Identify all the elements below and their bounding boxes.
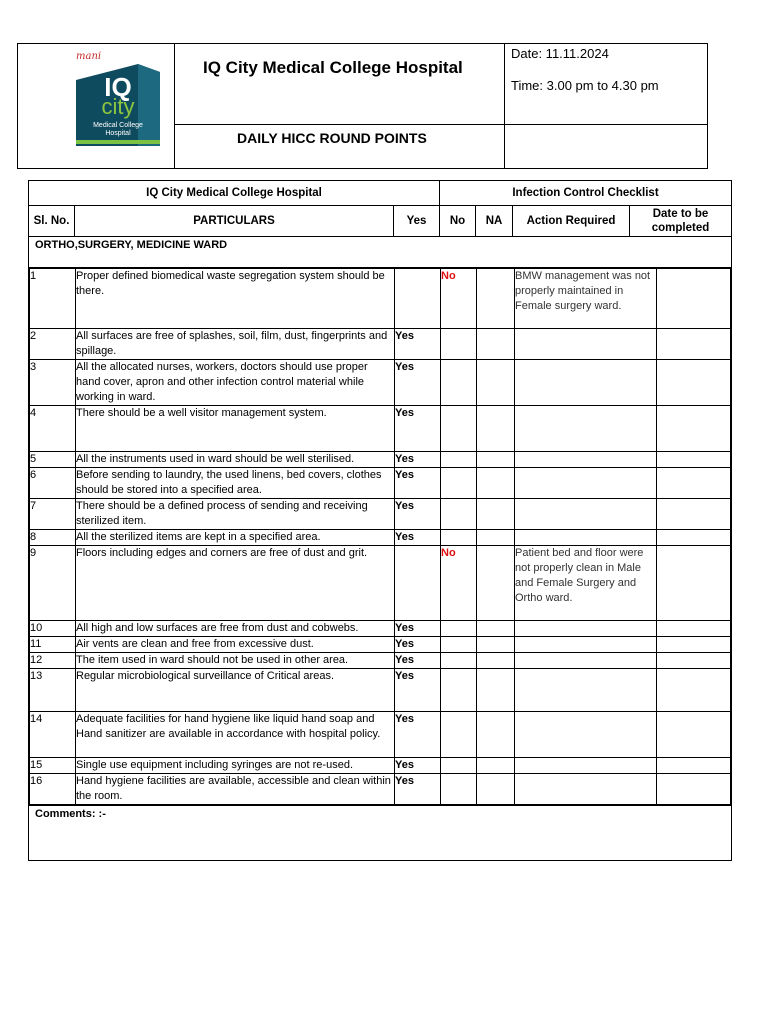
- row-particulars: Before sending to laundry, the used linens, bed covers, clothes should be stored into a specified area.: [76, 468, 395, 499]
- row-yes: Yes: [395, 669, 441, 712]
- row-action-required: [515, 774, 657, 805]
- row-number: 13: [30, 669, 76, 712]
- row-no: [441, 653, 477, 669]
- row-action-required: [515, 329, 657, 360]
- empty-header-cell: [505, 125, 708, 169]
- row-no: [441, 621, 477, 637]
- row-action-required: [515, 452, 657, 468]
- row-number: 1: [30, 269, 76, 329]
- row-action-required: [515, 621, 657, 637]
- row-date-completed: [657, 774, 731, 805]
- row-yes: Yes: [395, 468, 441, 499]
- row-particulars: Air vents are clean and free from excessive dust.: [76, 637, 395, 653]
- row-action-required: [515, 653, 657, 669]
- row-particulars: All the sterilized items are kept in a specified area.: [76, 530, 395, 546]
- row-action-required: [515, 637, 657, 653]
- row-action-required: Patient bed and floor were not properly clean in Male and Female Surgery and Ortho ward.: [515, 546, 657, 621]
- round-date: Date: 11.11.2024: [511, 46, 609, 61]
- column-header-yes: Yes: [394, 206, 440, 237]
- row-yes: Yes: [395, 329, 441, 360]
- row-no: [441, 452, 477, 468]
- logo-cell: [18, 44, 175, 169]
- row-na: [477, 712, 515, 758]
- table-row: [30, 452, 731, 468]
- round-time: Time: 3.00 pm to 4.30 pm: [511, 78, 659, 93]
- round-title: DAILY HICC ROUND POINTS: [175, 125, 505, 169]
- row-yes: Yes: [395, 774, 441, 805]
- row-yes: [395, 546, 441, 621]
- row-number: 10: [30, 621, 76, 637]
- row-date-completed: [657, 329, 731, 360]
- logo-subtitle-2: Hospital: [105, 130, 131, 137]
- table-row: [30, 774, 731, 805]
- table-row: [30, 530, 731, 546]
- row-number: 5: [30, 452, 76, 468]
- column-header-action: Action Required: [513, 206, 630, 237]
- row-date-completed: [657, 669, 731, 712]
- column-header-no: No: [440, 206, 476, 237]
- row-date-completed: [657, 468, 731, 499]
- row-particulars: Single use equipment including syringes are not re-used.: [76, 758, 395, 774]
- logo-subtitle-1: Medical College: [93, 122, 143, 129]
- row-no: [441, 637, 477, 653]
- row-number: 4: [30, 406, 76, 452]
- row-action-required: [515, 406, 657, 452]
- row-yes: Yes: [395, 406, 441, 452]
- table-header-hospital: IQ City Medical College Hospital: [29, 181, 440, 206]
- table-row: [30, 621, 731, 637]
- table-row: [30, 546, 731, 621]
- row-yes: Yes: [395, 530, 441, 546]
- row-particulars: Proper defined biomedical waste segregation system should be there.: [76, 269, 395, 329]
- row-date-completed: [657, 758, 731, 774]
- row-yes: Yes: [395, 499, 441, 530]
- table-row: [30, 637, 731, 653]
- table-row: [30, 269, 731, 329]
- row-date-completed: [657, 530, 731, 546]
- row-na: [477, 452, 515, 468]
- column-header-date: Date to be completed: [630, 206, 732, 237]
- column-header-sl-no: Sl. No.: [29, 206, 75, 237]
- row-na: [477, 269, 515, 329]
- date-time-cell: [505, 44, 708, 125]
- row-number: 15: [30, 758, 76, 774]
- row-number: 2: [30, 329, 76, 360]
- row-particulars: There should be a well visitor management system.: [76, 406, 395, 452]
- row-particulars: All high and low surfaces are free from dust and cobwebs.: [76, 621, 395, 637]
- row-date-completed: [657, 406, 731, 452]
- row-yes: Yes: [395, 653, 441, 669]
- row-na: [477, 499, 515, 530]
- row-na: [477, 329, 515, 360]
- table-row: [30, 499, 731, 530]
- row-number: 16: [30, 774, 76, 805]
- checklist-rows: [29, 268, 731, 805]
- row-particulars: All the allocated nurses, workers, doctors should use proper hand cover, apron and other infection control material while working in ward.: [76, 360, 395, 406]
- row-no: [441, 669, 477, 712]
- table-row: [30, 360, 731, 406]
- table-header-checklist: Infection Control Checklist: [440, 181, 732, 206]
- row-particulars: There should be a defined process of sending and receiving sterilized item.: [76, 499, 395, 530]
- row-action-required: [515, 669, 657, 712]
- table-row: [30, 669, 731, 712]
- row-action-required: [515, 468, 657, 499]
- hospital-title: IQ City Medical College Hospital: [175, 44, 505, 125]
- row-date-completed: [657, 360, 731, 406]
- row-na: [477, 546, 515, 621]
- row-na: [477, 406, 515, 452]
- row-particulars: Regular microbiological surveillance of Critical areas.: [76, 669, 395, 712]
- logo-brand: mani: [76, 51, 102, 62]
- row-no: [441, 329, 477, 360]
- row-number: 6: [30, 468, 76, 499]
- row-number: 14: [30, 712, 76, 758]
- row-yes: Yes: [395, 621, 441, 637]
- infection-control-checklist: [28, 180, 732, 861]
- row-date-completed: [657, 637, 731, 653]
- row-number: 12: [30, 653, 76, 669]
- row-number: 8: [30, 530, 76, 546]
- row-na: [477, 360, 515, 406]
- row-date-completed: [657, 653, 731, 669]
- row-na: [477, 530, 515, 546]
- row-action-required: [515, 360, 657, 406]
- comments-label: Comments: :-: [29, 806, 732, 861]
- row-na: [477, 758, 515, 774]
- row-yes: Yes: [395, 758, 441, 774]
- checklist-body: [29, 268, 732, 806]
- row-no: No: [441, 269, 477, 329]
- column-header-particulars: PARTICULARS: [75, 206, 394, 237]
- row-no: [441, 758, 477, 774]
- row-no: [441, 468, 477, 499]
- row-date-completed: [657, 452, 731, 468]
- document-header: [17, 43, 708, 169]
- row-particulars: All the instruments used in ward should be well sterilised.: [76, 452, 395, 468]
- row-number: 11: [30, 637, 76, 653]
- row-action-required: [515, 712, 657, 758]
- row-no: [441, 712, 477, 758]
- logo-word: city: [101, 94, 135, 119]
- row-yes: [395, 269, 441, 329]
- row-particulars: Adequate facilities for hand hygiene like liquid hand soap and Hand sanitizer are available in accordance with hospital policy.: [76, 712, 395, 758]
- section-title: ORTHO,SURGERY, MEDICINE WARD: [29, 237, 732, 268]
- row-particulars: All surfaces are free of splashes, soil, film, dust, fingerprints and spillage.: [76, 329, 395, 360]
- row-date-completed: [657, 499, 731, 530]
- row-particulars: Floors including edges and corners are free of dust and grit.: [76, 546, 395, 621]
- row-action-required: BMW management was not properly maintained in Female surgery ward.: [515, 269, 657, 329]
- row-number: 3: [30, 360, 76, 406]
- table-row: [30, 653, 731, 669]
- table-row: [30, 468, 731, 499]
- row-particulars: Hand hygiene facilities are available, accessible and clean within the room.: [76, 774, 395, 805]
- row-na: [477, 637, 515, 653]
- row-no: [441, 499, 477, 530]
- table-row: [30, 758, 731, 774]
- row-na: [477, 669, 515, 712]
- row-na: [477, 468, 515, 499]
- hospital-logo: [76, 52, 160, 146]
- logo-initials: IQ: [104, 72, 132, 102]
- row-no: [441, 774, 477, 805]
- row-number: 9: [30, 546, 76, 621]
- row-action-required: [515, 758, 657, 774]
- row-yes: Yes: [395, 360, 441, 406]
- row-number: 7: [30, 499, 76, 530]
- table-row: [30, 712, 731, 758]
- table-row: [30, 406, 731, 452]
- row-yes: Yes: [395, 637, 441, 653]
- row-date-completed: [657, 712, 731, 758]
- row-date-completed: [657, 621, 731, 637]
- row-na: [477, 653, 515, 669]
- row-yes: Yes: [395, 452, 441, 468]
- row-no: [441, 406, 477, 452]
- row-date-completed: [657, 546, 731, 621]
- row-no: No: [441, 546, 477, 621]
- row-na: [477, 621, 515, 637]
- row-no: [441, 530, 477, 546]
- row-no: [441, 360, 477, 406]
- row-action-required: [515, 499, 657, 530]
- row-yes: Yes: [395, 712, 441, 758]
- row-action-required: [515, 530, 657, 546]
- table-row: [30, 329, 731, 360]
- row-particulars: The item used in ward should not be used in other area.: [76, 653, 395, 669]
- column-header-na: NA: [476, 206, 513, 237]
- row-date-completed: [657, 269, 731, 329]
- row-na: [477, 774, 515, 805]
